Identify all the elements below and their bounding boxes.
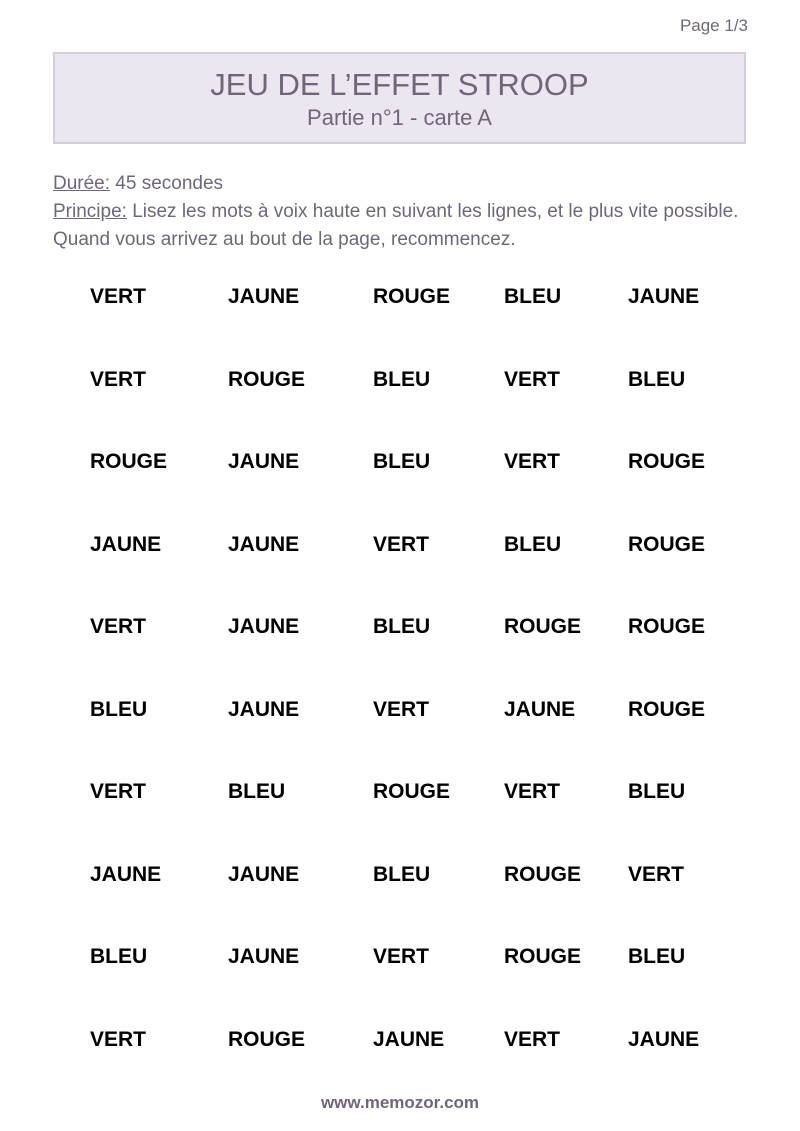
principle-text: Lisez les mots à voix haute en suivant les lignes, et le plus vite possible. Quand vous arrivez au bout de la page, recommencez. bbox=[53, 201, 739, 250]
stroop-word: ROUGE bbox=[504, 945, 582, 968]
stroop-word: JAUNE bbox=[90, 862, 162, 886]
principle-label: Principe: bbox=[53, 201, 127, 222]
stroop-word: JAUNE bbox=[90, 532, 162, 556]
duration-value: 45 secondes bbox=[110, 173, 224, 194]
stroop-word: BLEU bbox=[90, 697, 148, 721]
stroop-word: BLEU bbox=[373, 367, 431, 391]
principle-line bbox=[53, 198, 753, 254]
stroop-word: JAUNE bbox=[228, 285, 300, 308]
duration-label: Durée: bbox=[53, 173, 111, 194]
stroop-word: ROUGE bbox=[628, 450, 706, 473]
stroop-word: JAUNE bbox=[628, 285, 700, 308]
stroop-word: JAUNE bbox=[228, 697, 300, 721]
duration-line bbox=[53, 170, 753, 198]
stroop-word: BLEU bbox=[228, 780, 286, 803]
stroop-word: BLEU bbox=[628, 945, 686, 968]
stroop-word: JAUNE bbox=[504, 697, 576, 721]
stroop-word: ROUGE bbox=[373, 780, 451, 803]
stroop-word: JAUNE bbox=[373, 1027, 445, 1051]
stroop-word: VERT bbox=[90, 1027, 147, 1051]
stroop-word: JAUNE bbox=[228, 532, 300, 556]
stroop-word: ROUGE bbox=[90, 450, 168, 473]
stroop-word: VERT bbox=[504, 450, 561, 473]
stroop-word: VERT bbox=[373, 697, 430, 721]
stroop-word: JAUNE bbox=[628, 1027, 700, 1051]
stroop-word: BLEU bbox=[628, 367, 686, 391]
stroop-word: VERT bbox=[504, 780, 561, 803]
page-title: JEU DE L’EFFET STROOP bbox=[210, 67, 589, 102]
stroop-word: BLEU bbox=[628, 780, 686, 803]
stroop-word: ROUGE bbox=[628, 697, 706, 721]
stroop-word: ROUGE bbox=[504, 862, 582, 886]
stroop-word: BLEU bbox=[504, 285, 562, 308]
stroop-word: VERT bbox=[628, 862, 685, 886]
title-box bbox=[53, 52, 746, 144]
stroop-word: BLEU bbox=[373, 862, 431, 886]
stroop-word: VERT bbox=[373, 532, 430, 556]
stroop-word: JAUNE bbox=[228, 945, 300, 968]
stroop-word: VERT bbox=[373, 945, 430, 968]
stroop-word: ROUGE bbox=[228, 1027, 306, 1051]
stroop-word: BLEU bbox=[504, 532, 562, 556]
stroop-word: JAUNE bbox=[228, 450, 300, 473]
stroop-word: ROUGE bbox=[628, 532, 706, 556]
stroop-word: ROUGE bbox=[228, 367, 306, 391]
stroop-word: ROUGE bbox=[504, 615, 582, 638]
stroop-word: VERT bbox=[504, 1027, 561, 1051]
stroop-word: BLEU bbox=[373, 450, 431, 473]
page-number: Page 1/3 bbox=[679, 16, 748, 35]
footer-url: www.memozor.com bbox=[320, 1093, 480, 1112]
stroop-word: BLEU bbox=[90, 945, 148, 968]
stroop-word: ROUGE bbox=[373, 285, 451, 308]
stroop-word: JAUNE bbox=[228, 615, 300, 638]
stroop-word: VERT bbox=[504, 367, 561, 391]
page-subtitle: Partie n°1 - carte A bbox=[307, 105, 492, 130]
stroop-word: BLEU bbox=[373, 615, 431, 638]
stroop-word: ROUGE bbox=[628, 615, 706, 638]
stroop-word: JAUNE bbox=[228, 862, 300, 886]
stroop-word: VERT bbox=[90, 285, 147, 308]
stroop-word: VERT bbox=[90, 367, 147, 391]
stroop-word: VERT bbox=[90, 780, 147, 803]
instructions bbox=[53, 170, 753, 254]
stroop-word: VERT bbox=[90, 615, 147, 638]
